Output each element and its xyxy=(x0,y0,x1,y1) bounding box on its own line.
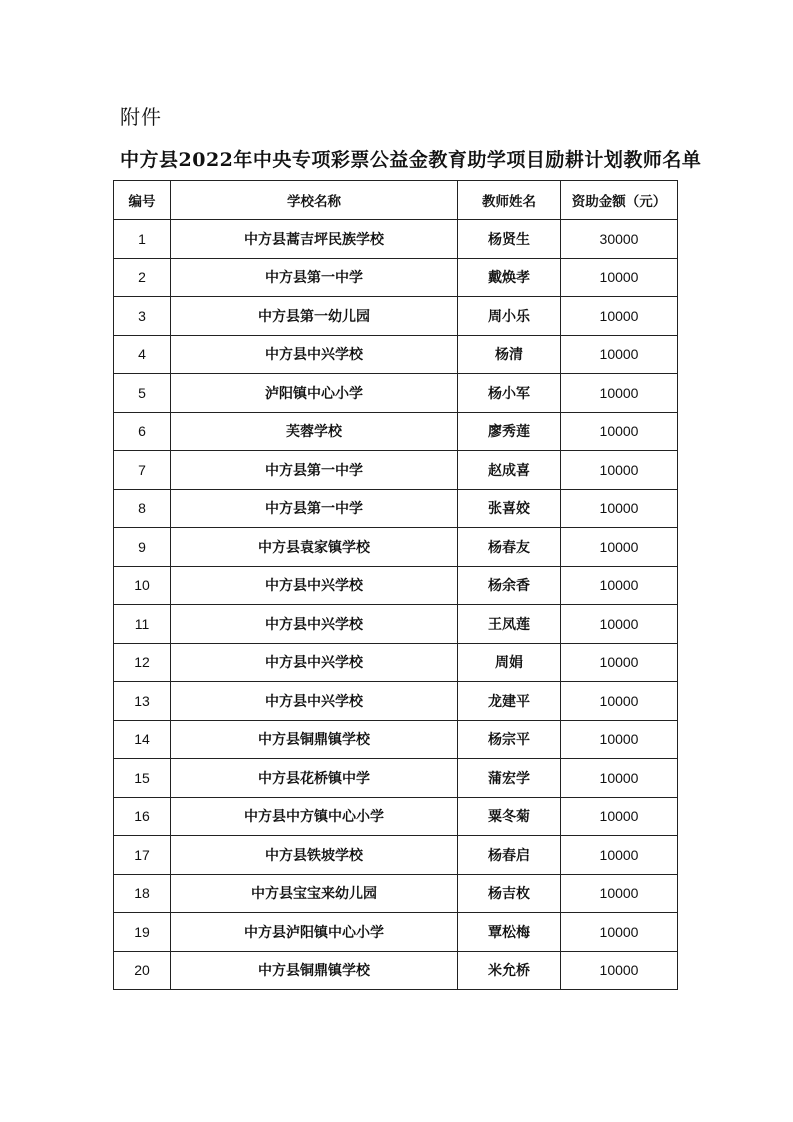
school-name-cell: 中方县袁家镇学校 xyxy=(171,528,458,567)
header-teacher-name: 教师姓名 xyxy=(458,181,561,220)
teacher-name-cell: 龙建平 xyxy=(458,682,561,721)
table-row xyxy=(114,605,678,644)
amount-cell: 10000 xyxy=(561,489,678,528)
table-row xyxy=(114,528,678,567)
table-row xyxy=(114,759,678,798)
amount-cell: 10000 xyxy=(561,297,678,336)
row-number: 11 xyxy=(114,605,171,644)
row-number: 3 xyxy=(114,297,171,336)
teacher-name-cell: 周小乐 xyxy=(458,297,561,336)
teacher-list-table xyxy=(113,180,678,990)
school-name-cell: 中方县第一中学 xyxy=(171,451,458,490)
amount-cell: 10000 xyxy=(561,797,678,836)
school-name-cell: 泸阳镇中心小学 xyxy=(171,374,458,413)
header-amount: 资助金额（元） xyxy=(561,181,678,220)
table-row xyxy=(114,297,678,336)
row-number: 4 xyxy=(114,335,171,374)
teacher-name-cell: 米允桥 xyxy=(458,951,561,990)
teacher-name-cell: 戴焕孝 xyxy=(458,258,561,297)
school-name-cell: 中方县铜鼎镇学校 xyxy=(171,951,458,990)
table-row xyxy=(114,374,678,413)
amount-cell: 10000 xyxy=(561,836,678,875)
amount-cell: 10000 xyxy=(561,451,678,490)
table-row xyxy=(114,874,678,913)
row-number: 1 xyxy=(114,220,171,259)
teacher-name-cell: 廖秀莲 xyxy=(458,412,561,451)
table-row xyxy=(114,566,678,605)
school-name-cell: 中方县铁坡学校 xyxy=(171,836,458,875)
table-row xyxy=(114,451,678,490)
amount-cell: 10000 xyxy=(561,374,678,413)
table-body xyxy=(114,220,678,990)
school-name-cell: 芙蓉学校 xyxy=(171,412,458,451)
row-number: 5 xyxy=(114,374,171,413)
table-row xyxy=(114,489,678,528)
school-name-cell: 中方县中兴学校 xyxy=(171,643,458,682)
amount-cell: 10000 xyxy=(561,759,678,798)
row-number: 9 xyxy=(114,528,171,567)
table-row xyxy=(114,412,678,451)
school-name-cell: 中方县中兴学校 xyxy=(171,605,458,644)
school-name-cell: 中方县中兴学校 xyxy=(171,682,458,721)
row-number: 12 xyxy=(114,643,171,682)
attachment-label: 附件 xyxy=(120,105,162,129)
header-row xyxy=(114,181,678,220)
row-number: 8 xyxy=(114,489,171,528)
table-row xyxy=(114,913,678,952)
amount-cell: 10000 xyxy=(561,605,678,644)
row-number: 10 xyxy=(114,566,171,605)
school-name-cell: 中方县中兴学校 xyxy=(171,335,458,374)
school-name-cell: 中方县花桥镇中学 xyxy=(171,759,458,798)
school-name-cell: 中方县中方镇中心小学 xyxy=(171,797,458,836)
teacher-name-cell: 杨春启 xyxy=(458,836,561,875)
school-name-cell: 中方县宝宝来幼儿园 xyxy=(171,874,458,913)
row-number: 16 xyxy=(114,797,171,836)
row-number: 19 xyxy=(114,913,171,952)
teacher-name-cell: 杨小军 xyxy=(458,374,561,413)
row-number: 13 xyxy=(114,682,171,721)
table-row xyxy=(114,335,678,374)
amount-cell: 30000 xyxy=(561,220,678,259)
school-name-cell: 中方县中兴学校 xyxy=(171,566,458,605)
table-row xyxy=(114,258,678,297)
row-number: 20 xyxy=(114,951,171,990)
teacher-name-cell: 周娟 xyxy=(458,643,561,682)
amount-cell: 10000 xyxy=(561,951,678,990)
document-title: 中方县2022年中央专项彩票公益金教育助学项目励耕计划教师名单 xyxy=(120,149,702,171)
row-number: 6 xyxy=(114,412,171,451)
row-number: 2 xyxy=(114,258,171,297)
row-number: 18 xyxy=(114,874,171,913)
header-number: 编号 xyxy=(114,181,171,220)
table-row xyxy=(114,720,678,759)
teacher-name-cell: 杨贤生 xyxy=(458,220,561,259)
row-number: 17 xyxy=(114,836,171,875)
amount-cell: 10000 xyxy=(561,412,678,451)
teacher-name-cell: 蒲宏学 xyxy=(458,759,561,798)
school-name-cell: 中方县泸阳镇中心小学 xyxy=(171,913,458,952)
table-row xyxy=(114,951,678,990)
teacher-name-cell: 粟冬菊 xyxy=(458,797,561,836)
amount-cell: 10000 xyxy=(561,528,678,567)
table-row xyxy=(114,643,678,682)
row-number: 15 xyxy=(114,759,171,798)
amount-cell: 10000 xyxy=(561,720,678,759)
table-row xyxy=(114,682,678,721)
teacher-name-cell: 覃松梅 xyxy=(458,913,561,952)
table-header xyxy=(114,181,678,220)
school-name-cell: 中方县第一中学 xyxy=(171,489,458,528)
amount-cell: 10000 xyxy=(561,682,678,721)
teacher-name-cell: 王凤莲 xyxy=(458,605,561,644)
amount-cell: 10000 xyxy=(561,258,678,297)
header-school-name: 学校名称 xyxy=(171,181,458,220)
school-name-cell: 中方县第一幼儿园 xyxy=(171,297,458,336)
amount-cell: 10000 xyxy=(561,335,678,374)
amount-cell: 10000 xyxy=(561,643,678,682)
school-name-cell: 中方县铜鼎镇学校 xyxy=(171,720,458,759)
table-row xyxy=(114,836,678,875)
amount-cell: 10000 xyxy=(561,874,678,913)
school-name-cell: 中方县蒿吉坪民族学校 xyxy=(171,220,458,259)
teacher-name-cell: 杨吉枚 xyxy=(458,874,561,913)
table-row xyxy=(114,797,678,836)
teacher-name-cell: 杨余香 xyxy=(458,566,561,605)
teacher-name-cell: 杨春友 xyxy=(458,528,561,567)
row-number: 14 xyxy=(114,720,171,759)
teacher-name-cell: 杨清 xyxy=(458,335,561,374)
school-name-cell: 中方县第一中学 xyxy=(171,258,458,297)
row-number: 7 xyxy=(114,451,171,490)
table-row xyxy=(114,220,678,259)
teacher-name-cell: 张喜姣 xyxy=(458,489,561,528)
amount-cell: 10000 xyxy=(561,566,678,605)
teacher-name-cell: 杨宗平 xyxy=(458,720,561,759)
amount-cell: 10000 xyxy=(561,913,678,952)
teacher-name-cell: 赵成喜 xyxy=(458,451,561,490)
